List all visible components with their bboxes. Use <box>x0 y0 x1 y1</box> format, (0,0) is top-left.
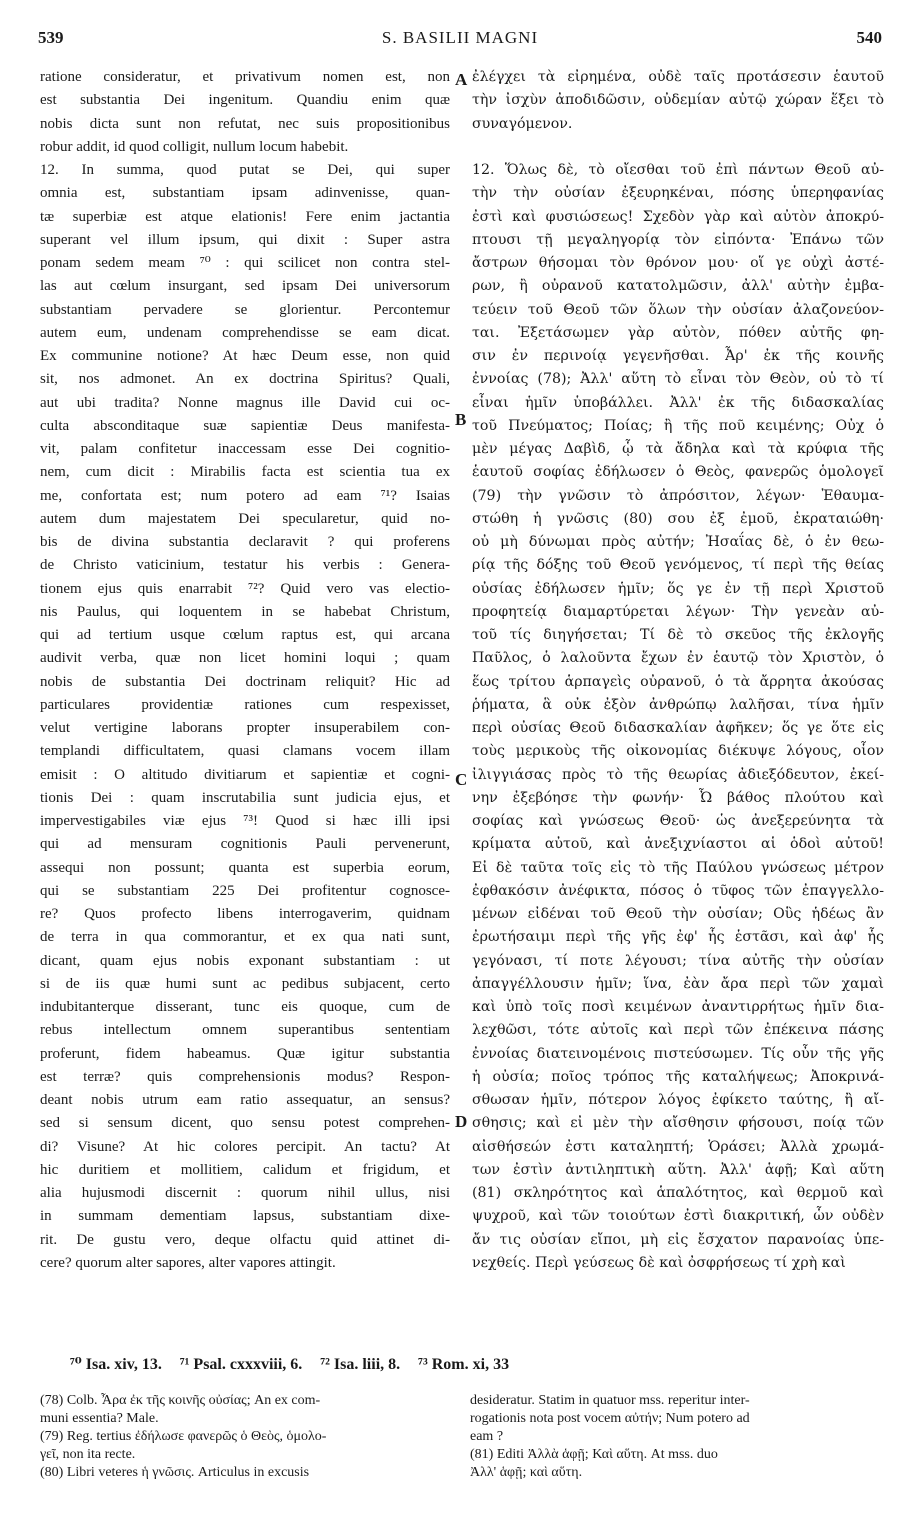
notes-right <box>470 1392 882 1482</box>
greek-text-line: σθωσαν ἡμῖν, πότερον λόγος ἐφίκετο ταύτης, ἢ αἴ- <box>472 1092 884 1108</box>
footnote-ref: ⁷³ Rom. xi, 33 <box>418 1356 510 1373</box>
latin-text-line: omnia est, substantiam ipsam adinvenisse, quan- <box>40 185 450 202</box>
greek-text-line: νεχθείς. Περὶ γεύσεως δὲ καὶ ὀσφρήσεως τί χρὴ καὶ <box>472 1254 846 1271</box>
greek-text-line: ἄστρων θήσομαι τὸν θρόνον μου· οἵ γε οὐχὶ ἀστέ- <box>472 255 884 271</box>
greek-text-line: τοὺς μερικοὺς τῆς οἰκονομίας διέκυψε λόγους, οἷον <box>472 743 884 760</box>
greek-text-line: στώθη ἡ γνῶσις (80) σου ἐξ ἐμοῦ, ἐκραταιώθη· <box>472 510 884 527</box>
note-line: eam ? <box>470 1429 504 1444</box>
greek-text-line: Εἰ δὲ ταῦτα τοῖς εἰς τὸ τῆς Παύλου γνώσεως μέτρον <box>472 859 884 876</box>
margin-letter-a: A <box>455 70 468 89</box>
latin-text-line: superant vel illum ipsum, qui dixit : Super astra <box>40 231 450 248</box>
greek-text-line: σοφίας καὶ γνώσεως Θεοῦ· ὡς ἀνεξερεύνητα τὰ <box>472 813 884 829</box>
greek-text-line: ῥήματα, ἃ οὐκ ἐξὸν ἀνθρώπῳ λαλῆσαι, τίνα ἡμῖν <box>472 696 884 713</box>
greek-text-line: μένων εἰδέναι τοῦ Θεοῦ τὴν οὐσίαν; Οὓς ἡδέως ἂν <box>472 906 884 922</box>
greek-text-line: σιν ἐν περινοίᾳ γεγενῆσθαι. Ἆρ' ἐκ τῆς κοινῆς <box>472 348 884 364</box>
note-line: (81) Editi Ἀλλὰ ἁφῇ; Καὶ αὕτη. At mss. duo <box>470 1447 718 1462</box>
greek-text-line: ἐννοίας (78); Ἀλλ' αὕτη τὸ εἶναι τὸν Θεὸν, οὐ τὸ τί <box>472 371 884 388</box>
latin-text-line: re? Quos profecto libens interrogaverim, quidnam <box>40 906 450 922</box>
greek-text-line: ἄν τις οὐσίαν εἴποι, μὴ εἰς ἔσχατον παρανοίας ὑπε- <box>472 1231 884 1248</box>
greek-text-line: τὴν τὴν οὐσίαν ἐξευρηκέναι, πόσης ὑπερηφανίας <box>472 185 884 202</box>
greek-text-line: λεχθῶσι, τότε αὐτοῖς καὶ περὶ τῶν ἐπέκεινα πάσης <box>472 1022 884 1039</box>
note-line: γεῖ, non ita recte. <box>40 1447 136 1462</box>
greek-text-line: κρίματα αὐτοῦ, καὶ ἀνεξιχνίαστοι αἱ ὁδοὶ αὐτοῦ! <box>472 836 884 853</box>
latin-text-line: autem eum, undenam comprehendisse se eam dicat. <box>40 324 450 341</box>
latin-text-line: proferunt, fidem habeamus. Quæ igitur substantia <box>40 1045 450 1062</box>
greek-text-line: Παῦλος, ὁ λαλοῦντα ἔχων ἐν ἑαυτῷ τὸν Χριστὸν, ὁ <box>472 650 884 667</box>
latin-text-line: tionis Dei : quam inscrutabilia sunt judicia ejus, et <box>40 789 450 806</box>
latin-text-line: vit, palam confitetur inaccessam esse Dei cognitio- <box>40 441 450 457</box>
footnote-ref: ⁷¹ Psal. cxxxviii, 6. <box>179 1356 303 1373</box>
latin-text-line: impervestigabiles viæ ejus ⁷³! Quod si hæc illi ipsi <box>40 813 450 829</box>
latin-text-line: sed si sensum dicent, quo sensu potest comprehen- <box>40 1115 450 1132</box>
latin-text-line: tionem ejus quis enarrabit ⁷²? Quid vero vas electio- <box>40 580 450 597</box>
latin-text-line: si de iis quæ humi sunt ac pedibus subjacent, certo <box>40 975 450 992</box>
greek-text-line: ρων, ἢ οὐρανοῦ κατατολμῶσιν, ἀλλ' αὐτὴν ἐμβα- <box>472 278 884 295</box>
note-line: (78) Colb. Ἆρα ἐκ τῆς κοινῆς οὐσίας; An ex com- <box>40 1393 321 1408</box>
note-line: rogationis nota post vocem αὐτήν; Num potero ad <box>470 1411 750 1426</box>
greek-text-line: των ἐστὶν ἀντιληπτικὴ αὕτη. Ἀλλ' ἁφῇ; Καὶ αὕτη <box>472 1161 884 1178</box>
greek-text-line: σθησις; καὶ εἰ μὲν τὴν αἴσθησιν φήσουσι, ποίᾳ τῶν <box>472 1115 884 1132</box>
greek-text-line: ἐρωτήσαιμι περὶ τῆς γῆς ἐφ' ἧς ἑστᾶσι, καὶ ἀφ' ἧς <box>472 929 884 946</box>
latin-text-line: sit, nos admonet. An ex doctrina Spiritus? Quali, <box>40 371 450 388</box>
greek-text-line: (81) σκληρότητος καὶ ἁπαλότητος, καὶ θερμοῦ καὶ <box>472 1185 884 1201</box>
greek-text-line <box>472 136 884 159</box>
latin-text-line: culta absconditaque suæ sapientiæ Deus manifesta- <box>40 417 450 434</box>
greek-text-line: οὐ μὴ δύνωμαι πρὸς αὐτήν; Ἠσαΐας δὲ, ὁ ἐν θεω- <box>472 534 884 550</box>
note-line: desideratur. Statim in quatuor mss. reperitur inter- <box>470 1393 750 1408</box>
note-line: muni essentia? Male. <box>40 1411 159 1426</box>
note-line: (80) Libri veteres ἡ γνῶσις. Articulus in excusis <box>40 1465 310 1480</box>
greek-text-line: τὴν ἰσχὺν ἀποδιδῶσιν, οὐδεμίαν αὐτῷ χώραν ἕξει τὸ <box>472 92 884 109</box>
latin-column <box>40 66 450 1275</box>
note-line: (79) Reg. tertius ἐδήλωσε φανερῶς ὁ Θεὸς, ὁμολο- <box>40 1429 327 1444</box>
latin-text-line: assequi non possunt; quanta est superbia eorum, <box>40 859 450 876</box>
greek-text-line: ρίᾳ τῆς δόξης τοῦ Θεοῦ γενόμενος, τί περὶ τῆς θείας <box>472 557 884 574</box>
latin-text-line: las aut cœlum insurgant, sed ipsam Dei universorum <box>40 278 450 295</box>
latin-text-line: substantiam pervadere se glorientur. Percontemur <box>40 301 450 318</box>
greek-column <box>472 66 884 1275</box>
latin-text-line: 12. In summa, quod putat se Dei, qui super <box>40 162 450 178</box>
latin-text-line: ponam sedem meam ⁷⁰ : qui scilicet non contra stel- <box>40 255 450 271</box>
greek-text-line: ψυχροῦ, καὶ τῶν τοιούτων ἐστὶ διακριτική, ὧν οὐδὲν <box>472 1208 884 1225</box>
greek-text-line: νην ἐξεβόησε τὴν φωνήν· Ὦ βάθος πλούτου καὶ <box>472 789 884 806</box>
greek-text-line: ἀπαγγέλλουσιν ἡμῖν; ἵνα, ἐὰν ἄρα περὶ τῶν χαμαὶ <box>472 975 884 992</box>
latin-text-line: hic duritiem et mollitiem, calidum et frigidum, et <box>40 1161 450 1178</box>
page-number-right: 540 <box>856 28 882 47</box>
latin-text-line: templandi difficultatem, quasi clamans vocem illam <box>40 743 450 760</box>
latin-text-line: de Christo vaticinium, testatur his verbis : Genera- <box>40 557 450 574</box>
footnote-ref: ⁷⁰ Isa. xiv, 13. <box>70 1356 162 1373</box>
latin-text-line: audivit verba, quæ non licet homini loqui ; quam <box>40 650 450 667</box>
footnote-ref: ⁷² Isa. liii, 8. <box>320 1356 401 1373</box>
latin-text-line: qui ad mensuram cognitionis Pauli pervenerunt, <box>40 836 450 853</box>
greek-text-line: πτουσι τῇ μεγαληγορίᾳ τὸν εἰπόντα· Ἐπάνω τῶν <box>472 231 884 248</box>
latin-text-line: velut vertigine laborans propter insuperabilem con- <box>40 720 450 736</box>
page-header <box>38 28 882 58</box>
latin-text-line: particulares providentiæ rationes cum respexisset, <box>40 696 450 713</box>
note-line: Ἀλλ' ἁφῇ; καὶ αὕτη. <box>470 1465 583 1480</box>
latin-text-line: rit. De gustu vero, deque olfactu quid attinet di- <box>40 1231 450 1248</box>
greek-text-line: ἐστὶ καὶ φυσιώσεως! Σχεδὸν γὰρ καὶ αὐτὸν ἀποκρύ- <box>472 208 884 225</box>
latin-text-line: nobis dicta sunt non refutat, nec suis propositionibus <box>40 115 450 132</box>
latin-text-line: nobis de substantia Dei doctrinam reliquit? Hic ad <box>40 673 450 690</box>
margin-letter-d: D <box>455 1112 468 1131</box>
greek-text-line: ται. Ἐξετάσωμεν γὰρ αὐτὸν, πόθεν αὐτῆς φη- <box>472 324 884 341</box>
greek-text-line: ἡ οὐσία; ποῖος τρόπος τῆς καταλήψεως; Ἀποκρινά- <box>472 1068 884 1085</box>
greek-text-line: ἰλιγγιάσας πρὸς τὸ τῆς θεωρίας ἀδιεξόδευτον, ἐκεί- <box>472 766 884 783</box>
latin-text-line: robur addit, id quod colligit, nullum locum habebit. <box>40 138 349 155</box>
greek-text-line: καὶ ὑπὸ τοῖς ποσὶ κειμένων ἀναντιρρήτως ἡμῖν δια- <box>472 999 884 1015</box>
greek-text-line: τοῦ τίς διηγήσεται; Τί δὲ τὸ σκεῦος τῆς ἐκλογῆς <box>472 627 884 643</box>
latin-text-line: nem, cum dicit : Mirabilis facta est scientia tua ex <box>40 464 450 481</box>
greek-text-line: 12. Ὅλως δὲ, τὸ οἴεσθαι τοῦ ἐπὶ πάντων Θεοῦ αὐ- <box>472 162 884 178</box>
greek-text-line: αἰσθήσεών ἐστι καταληπτή; Ὁράσει; Ἀλλὰ χρωμά- <box>472 1138 884 1155</box>
latin-text-line: nis Paulus, qui loquentem in se habebat Christum, <box>40 603 450 620</box>
greek-text-line: γεγόνασι, τί ποτε λέγουσι; τίνα αὐτῆς τὴν οὐσίαν <box>472 952 884 969</box>
latin-text-line: qui se substantiam 225 Dei profitentur cognosce- <box>40 882 450 899</box>
greek-text-line: ἕως τρίτου ἁρπαγεὶς οὐρανοῦ, ὁ τὰ ἄρρητα ἀκούσας <box>472 673 884 690</box>
latin-text-line: ratione consideratur, et privativum nomen est, non <box>40 69 450 85</box>
latin-text-line: me, confortata est; num potero ad eam ⁷¹? Isaias <box>40 487 450 504</box>
latin-text-line: in summam dementiam lapsus, substantiam dixe- <box>40 1208 450 1225</box>
greek-text-line: περὶ οὐσίας Θεοῦ διδασκαλίαν ἀφῆκεν; ὅς γε ὅτε εἰς <box>472 720 884 736</box>
greek-text-line: προφητείᾳ διαμαρτύρεται λέγων· Τὴν γενεὰν αὐ- <box>472 603 884 620</box>
greek-text-line: εἶναι ἡμῖν ὑποβάλλει. Ἀλλ' ἐκ τῆς διδασκαλίας <box>472 394 884 411</box>
latin-text-line: alia hujusmodi discernit : quorum nihil ullus, nisi <box>40 1185 450 1201</box>
greek-text-line: ἑαυτοῦ σοφίας ἐδήλωσεν ὁ Θεὸς, φανερῶς ὁμολογεῖ <box>472 464 884 481</box>
notes-left <box>40 1392 448 1482</box>
latin-text-line: emisit : O altitudo divitiarum et sapientiæ et cogni- <box>40 766 450 783</box>
latin-text-line: deant nobis utrum eam ratio assequatur, an sensus? <box>40 1092 450 1108</box>
latin-text-line: aut ubi tradita? Nonne magnus ille David cui oc- <box>40 394 450 411</box>
latin-text-line: di? Visune? At hic colores percipit. An tactu? At <box>40 1138 450 1155</box>
latin-text-line: dicant, quam ejus nobis exponant substantiam : ut <box>40 952 450 969</box>
greek-text-line: (79) τὴν γνῶσιν τὸ ἀπρόσιτον, λέγων· Ἐθαυμα- <box>472 487 884 504</box>
footnote-references <box>70 1354 850 1374</box>
latin-text-line: de terra in qua commorantur, et ex qua nati sunt, <box>40 929 450 946</box>
greek-text-line: ἐλέγχει τὰ εἰρημένα, οὐδὲ ταῖς προτάσεσιν ἑαυτοῦ <box>472 69 884 85</box>
greek-text-line: ἐφθακόσιν ἀνέφικτα, πόσος ὁ τῦφος τῶν ἐπαγγελλο- <box>472 882 884 899</box>
page-number-left: 539 <box>38 28 64 47</box>
latin-text-line: est terræ? quis comprehensionis modus? Respon- <box>40 1068 450 1085</box>
greek-text-line: οὐσίας ἐδήλωσεν ἡμῖν; ὅς γε ἐν τῇ περὶ Χριστοῦ <box>472 580 884 597</box>
latin-text-line: qui ad tertium usque cœlum raptus est, qui arcana <box>40 627 450 643</box>
margin-letter-b: B <box>455 410 467 429</box>
margin-letter-c: C <box>455 770 468 789</box>
latin-text-line: autem dum majestatem Dei specularetur, quid no- <box>40 510 450 527</box>
latin-text-line: rebus intellectum omnem superantibus sententiam <box>40 1022 450 1039</box>
greek-text-line: ἐννοίας διατεινομένοις πιστεύσωμεν. Τίς οὖν τῆς γῆς <box>472 1045 884 1062</box>
latin-text-line: Ex communine notione? At hæc Deum esse, non quid <box>40 348 450 364</box>
greek-text-line: μὲν μέγας Δαβὶδ, ᾧ τὰ ἄδηλα καὶ τὰ κρύφια τῆς <box>472 441 884 457</box>
latin-text-line: tæ superbiæ est atque elationis! Fere enim jactantia <box>40 208 450 225</box>
greek-text-line: τεύειν τοῦ Θεοῦ τῶν ὅλων τὴν οὐσίαν ἀλαζονεύον- <box>472 301 884 318</box>
greek-text-line: συναγόμενον. <box>472 115 573 132</box>
running-title: S. BASILII MAGNI <box>381 28 539 47</box>
latin-text-line: est substantia Dei ingenitum. Quandiu enim quæ <box>40 92 450 109</box>
latin-text-line: bis de divina substantia declaravit ? qui proferens <box>40 534 450 550</box>
latin-text-line: cere? quorum alter sapores, alter vapores attingit. <box>40 1254 336 1271</box>
latin-text-line: indubitanterque disserant, tunc eis quoque, cum de <box>40 999 450 1015</box>
greek-text-line: τοῦ Πνεύματος; Ποίας; ἢ τῆς ποῦ κειμένης; Οὐχ ὁ <box>472 417 884 434</box>
